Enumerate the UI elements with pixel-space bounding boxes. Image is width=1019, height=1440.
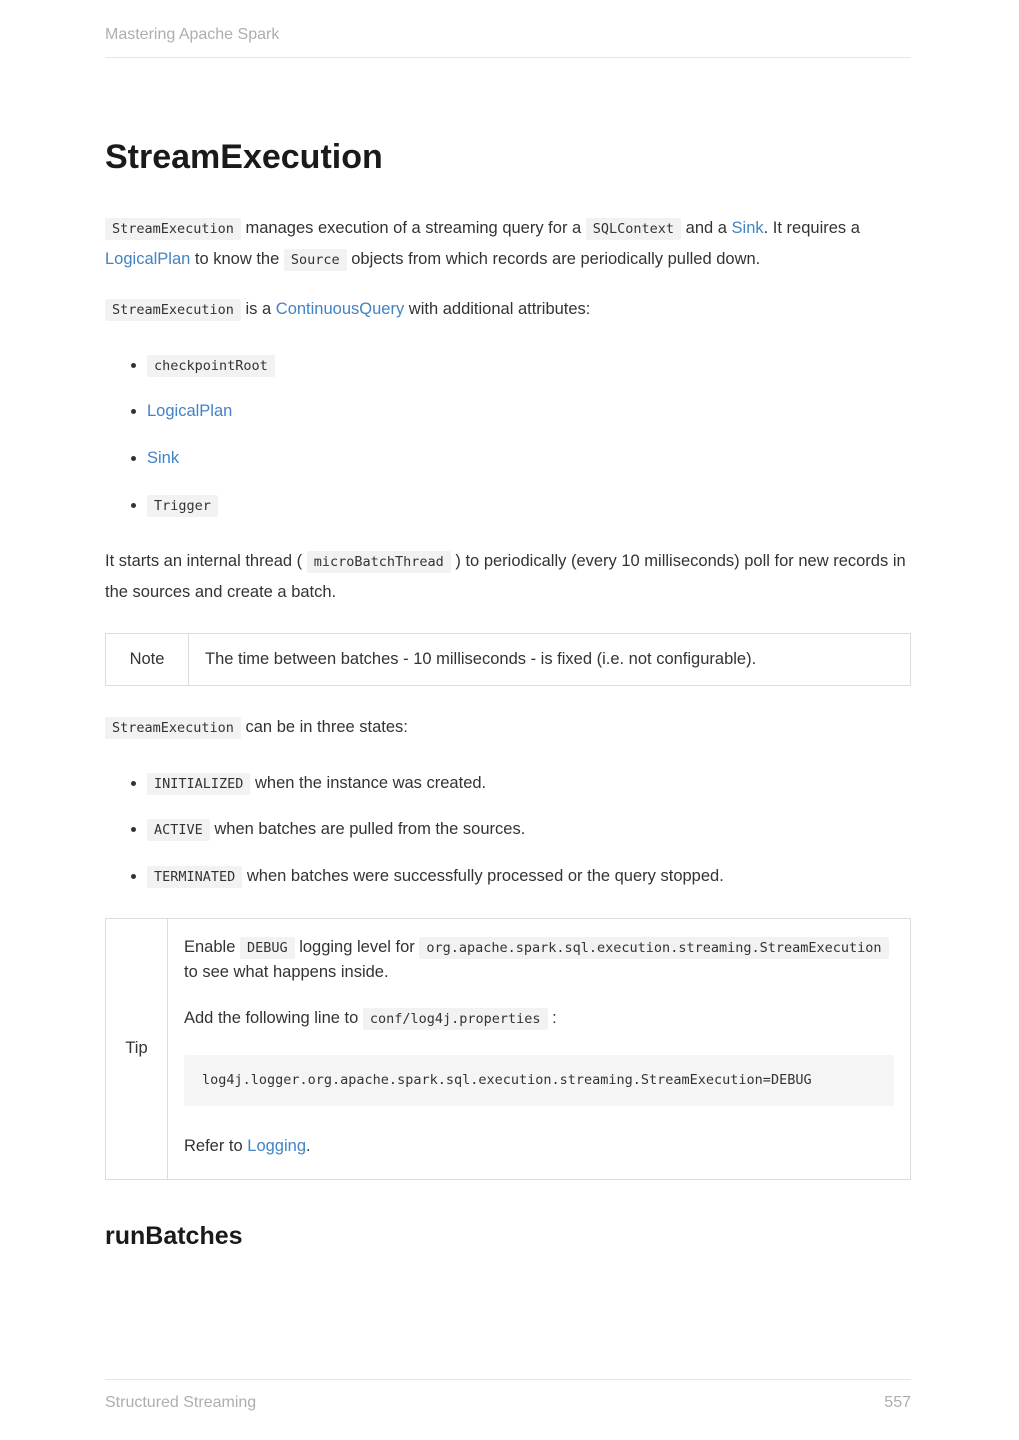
text-run: manages execution of a streaming query for a xyxy=(240,219,586,237)
states-list xyxy=(105,769,911,892)
text-run: . It requires a xyxy=(763,219,860,237)
inline-code-microbatchthread: microBatchThread xyxy=(307,551,451,573)
log4j-code-block: log4j.logger.org.apache.spark.sql.execution.streaming.StreamExecution=DEBUG xyxy=(184,1055,894,1105)
inline-code-checkpointroot: checkpointRoot xyxy=(147,355,275,377)
inline-code-sqlcontext: SQLContext xyxy=(586,218,681,240)
tip-paragraph-add-line xyxy=(184,1006,894,1032)
inline-code-trigger: Trigger xyxy=(147,495,218,517)
tip-label: Tip xyxy=(106,919,168,1180)
text-run: Refer to xyxy=(184,1136,248,1155)
attributes-list xyxy=(105,351,911,521)
page-title: StreamExecution xyxy=(105,138,383,176)
text-run: Add the following line to xyxy=(184,1008,363,1027)
text-run: and a xyxy=(681,219,732,237)
book-title: Mastering Apache Spark xyxy=(105,26,280,43)
tip-paragraph-enable-debug xyxy=(184,935,894,986)
link-continuousquery[interactable]: ContinuousQuery xyxy=(275,300,405,319)
text-run: can be in three states: xyxy=(240,718,408,737)
states-paragraph xyxy=(105,712,911,743)
note-label: Note xyxy=(106,634,189,685)
footer-section: Structured Streaming xyxy=(105,1394,257,1411)
text-run: objects from which records are periodically pulled down. xyxy=(346,249,761,268)
text-run: to see what happens inside. xyxy=(184,963,389,982)
intro-paragraph xyxy=(105,213,911,274)
inline-code-streamexecution: StreamExecution xyxy=(105,299,241,321)
text-run: is a xyxy=(240,300,276,319)
inline-code-active: ACTIVE xyxy=(147,819,210,841)
inline-code-streamexecution: StreamExecution xyxy=(105,717,241,739)
text-run: with additional attributes: xyxy=(404,300,591,319)
inline-code-terminated: TERMINATED xyxy=(147,866,242,888)
inline-code-streamexecution-fqcn: org.apache.spark.sql.execution.streaming.StreamExecution xyxy=(419,937,888,959)
link-sink[interactable]: Sink xyxy=(147,448,180,467)
text-run: It starts an internal thread ( xyxy=(105,552,307,571)
thread-paragraph xyxy=(105,546,911,607)
link-logicalplan[interactable]: LogicalPlan xyxy=(105,249,191,268)
tip-body xyxy=(168,919,910,1180)
list-item-sink xyxy=(147,444,911,474)
text-run: ) to periodically (every 10 milliseconds) poll for new records in the sources and create a batch. xyxy=(105,552,906,601)
page-header xyxy=(105,0,911,58)
text-run: logging level for xyxy=(294,937,420,956)
text-run: . xyxy=(306,1136,311,1155)
footer-page-number: 557 xyxy=(884,1394,911,1411)
link-logging[interactable]: Logging xyxy=(247,1136,307,1155)
attributes-paragraph xyxy=(105,294,911,325)
inline-code-source: Source xyxy=(284,249,347,271)
list-item-active xyxy=(147,815,911,845)
tip-box xyxy=(105,918,911,1181)
text-run: when batches are pulled from the sources. xyxy=(209,820,526,839)
inline-code-initialized: INITIALIZED xyxy=(147,773,250,795)
note-box xyxy=(105,633,911,686)
text-run: when the instance was created. xyxy=(250,773,487,792)
section-heading-runbatches: runBatches xyxy=(105,1222,243,1251)
page-footer xyxy=(105,1379,911,1412)
link-logicalplan[interactable]: LogicalPlan xyxy=(147,402,233,421)
inline-code-debug: DEBUG xyxy=(240,937,295,959)
list-item-checkpointroot xyxy=(147,351,911,381)
list-item-logicalplan xyxy=(147,397,911,427)
inline-code-log4j-properties: conf/log4j.properties xyxy=(363,1008,548,1030)
note-text: The time between batches - 10 milliseconds - is fixed (i.e. not configurable). xyxy=(205,650,757,669)
list-item-initialized xyxy=(147,769,911,799)
inline-code-streamexecution: StreamExecution xyxy=(105,218,241,240)
link-sink[interactable]: Sink xyxy=(731,219,764,237)
text-run: to know the xyxy=(190,249,284,268)
text-run: when batches were successfully processed or the query stopped. xyxy=(242,866,724,885)
list-item-terminated xyxy=(147,862,911,892)
page-content xyxy=(105,138,911,1251)
text-run: : xyxy=(547,1008,557,1027)
list-item-trigger xyxy=(147,491,911,521)
text-run: Enable xyxy=(184,937,240,956)
tip-paragraph-refer xyxy=(184,1134,894,1160)
